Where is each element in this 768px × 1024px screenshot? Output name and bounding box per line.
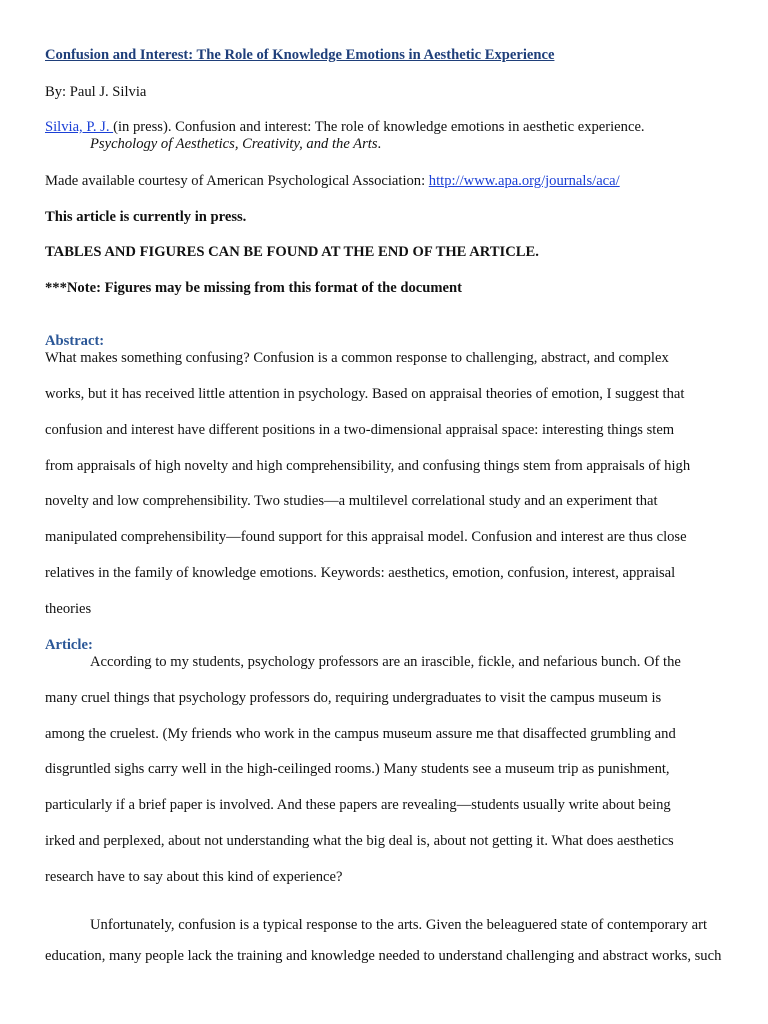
article-line: research have to say about this kind of experience? xyxy=(45,869,343,885)
citation-journal xyxy=(90,135,768,153)
abstract-line: from appraisals of high novelty and high comprehensibility, and confusing things stem from appraisals of high xyxy=(45,458,691,474)
abstract-line: theories xyxy=(45,601,92,617)
article-line: disgruntled sighs carry well in the high-ceilinged rooms.) Many students see a museum trip as punishment, xyxy=(45,761,670,777)
courtesy-text: Made available courtesy of American Psychological Association: xyxy=(45,173,429,189)
journal-name: Psychology of Aesthetics, Creativity, and the Arts xyxy=(90,136,378,152)
tables-notice: TABLES AND FIGURES CAN BE FOUND AT THE END OF THE ARTICLE. xyxy=(45,244,539,260)
abstract-line: relatives in the family of knowledge emotions. Keywords: aesthetics, emotion, confusion, interest, appraisal xyxy=(45,565,676,581)
article-heading: Article: xyxy=(45,637,93,653)
apa-link[interactable]: http://www.apa.org/journals/aca/ xyxy=(428,173,620,189)
article-line: among the cruelest. (My friends who work in the campus museum assure me that disaffected grumbling and xyxy=(45,726,676,742)
figures-note: ***Note: Figures may be missing from this format of the document xyxy=(45,280,462,296)
article-line: Unfortunately, confusion is a typical response to the arts. Given the beleaguered state of contemporary art xyxy=(90,917,708,933)
abstract-line: What makes something confusing? Confusion is a common response to challenging, abstract, and complex xyxy=(45,350,669,366)
abstract-line: novelty and low comprehensibility. Two studies—a multilevel correlational study and an experiment that xyxy=(45,493,658,509)
byline: By: Paul J. Silvia xyxy=(45,84,147,100)
abstract-line: confusion and interest have different positions in a two-dimensional appraisal space: interesting things stem xyxy=(45,422,675,438)
article-line: According to my students, psychology professors are an irascible, fickle, and nefarious bunch. Of the xyxy=(90,654,681,670)
abstract-line: works, but it has received little attention in psychology. Based on appraisal theories of emotion, I suggest that xyxy=(45,386,685,402)
citation-text: (in press). Confusion and interest: The role of knowledge emotions in aesthetic experience. xyxy=(113,119,645,135)
document-title[interactable]: Confusion and Interest: The Role of Knowledge Emotions in Aesthetic Experience xyxy=(45,47,555,63)
citation xyxy=(45,118,735,136)
article-line: irked and perplexed, about not understanding what the big deal is, about not getting it. What does aesthetics xyxy=(45,833,674,849)
author-link[interactable]: Silvia, P. J. xyxy=(45,119,114,135)
abstract-heading: Abstract: xyxy=(45,333,105,349)
journal-end: . xyxy=(377,136,382,152)
courtesy-line xyxy=(45,172,735,190)
article-line: many cruel things that psychology professors do, requiring undergraduates to visit the campus museum is xyxy=(45,690,662,706)
article-line: particularly if a brief paper is involved. And these papers are revealing—students usually write about being xyxy=(45,797,671,813)
in-press-notice: This article is currently in press. xyxy=(45,209,247,225)
article-line: education, many people lack the training and knowledge needed to understand challenging and abstract works, such xyxy=(45,948,722,964)
abstract-line: manipulated comprehensibility—found support for this appraisal model. Confusion and interest are thus close xyxy=(45,529,687,545)
